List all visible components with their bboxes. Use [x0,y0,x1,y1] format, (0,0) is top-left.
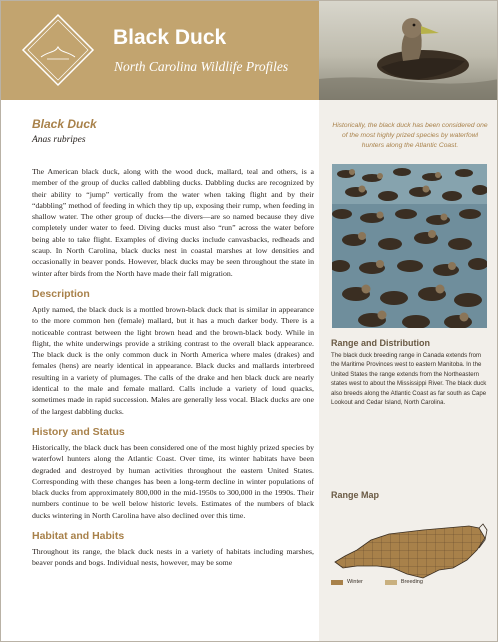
wildlife-commission-logo [21,13,95,87]
page-title: Black Duck [113,26,227,49]
page-subtitle: North Carolina Wildlife Profiles [114,59,289,74]
species-scientific-name: Anas rubripes [32,135,86,145]
section-heading-habitat: Habitat and Habits [32,530,125,543]
map-legend [331,579,423,585]
nc-range-map [327,510,492,590]
intro-paragraph: The American black duck, along with the wood duck, mallard, teal and others, is a member of the group of ducks called dabbling ducks. Dabbling ducks are recognized by their ability to “jump” vertically from the water when taking flight and by their “dabbling” method of feeding in which they tip up, exposing their rump, when feeding in shallow water. The other group of ducks—the divers—are so named because they dive completely under water to feed. Diving ducks must also “run” across the water before being able to take flight. Examples of diving ducks include canvasbacks, redheads and scaup. In North Carolina, black ducks nest in coastal marshes at low densities and occasionally in beaver ponds. However, black ducks may be seen throughout the state in winter after birds from the North have made their fall migration. [32,167,314,278]
breeding-swatch [385,580,397,585]
black-duck-photo [319,1,498,100]
header-band [1,1,319,100]
range-distribution-heading: Range and Distribution [331,338,430,348]
section-text-history: Historically, the black duck has been considered one of the most highly prized species by waterfowl hunters along the Atlantic Coast. Over time, its winter habitats have been degraded and destroyed by human activities throughout the eastern United States. Corresponding with these changes has been a long-term decline in winter populations of black ducks from approximately 800,000 in the mid-1950s to 300,000 in the 1990s. Their numbers continue to be well below historic levels. Estimates of the numbers of black ducks wintering in North Carolina have also declined over this time. [32,442,314,520]
species-common-name: Black Duck [32,117,97,131]
range-map-heading: Range Map [331,490,380,500]
section-text-habitat: Throughout its range, the black duck nests in a variety of habitats including marshes, beaver ponds and bogs. Individual nests, however, may be some [32,547,314,568]
duck-flock-photo [332,164,487,328]
winter-swatch [331,580,343,585]
main-column [32,117,314,569]
sidebar [319,100,498,642]
range-distribution-text: The black duck breeding range in Canada extends from the Maritime Provinces west to eastern Manitoba. In the United States the range extends from the Northeastern states west to about the Mississippi River. The black duck also breeds along the Atlantic Coast as far south as Cape Lookout and Cedar Island, North Carolina. [331,352,487,407]
section-heading-history: History and Status [32,425,125,438]
pull-quote: Historically, the black duck has been considered one of the most highly prized species by waterfowl hunters along the Atlantic Coast. [332,122,488,150]
section-text-description: Aptly named, the black duck is a mottled brown-black duck that is similar in appearance to the more common hen (female) mallard, but it has a much darker body. There is a noticeable contrast between the light brown head and the brown-black body. While in flight, the white underwings provide a striking contrast to the overall black appearance. The black duck is the only common duck in North America where males (drakes) and females (hens) are nearly identical in appearance. Black ducks and mallards interbreed resulting in a variety of plumages. The calls of the drake and hen black duck are nearly identical to the male and female mallard. Calls include a variety of loud quacks, sometimes made in rapid succession. Males are generally less vocal. Black ducks are one of the largest dabbling ducks. [32,304,314,416]
legend-winter-label: Winter [347,579,363,585]
legend-breeding-label: Breeding [400,579,423,585]
section-heading-description: Description [32,287,90,300]
